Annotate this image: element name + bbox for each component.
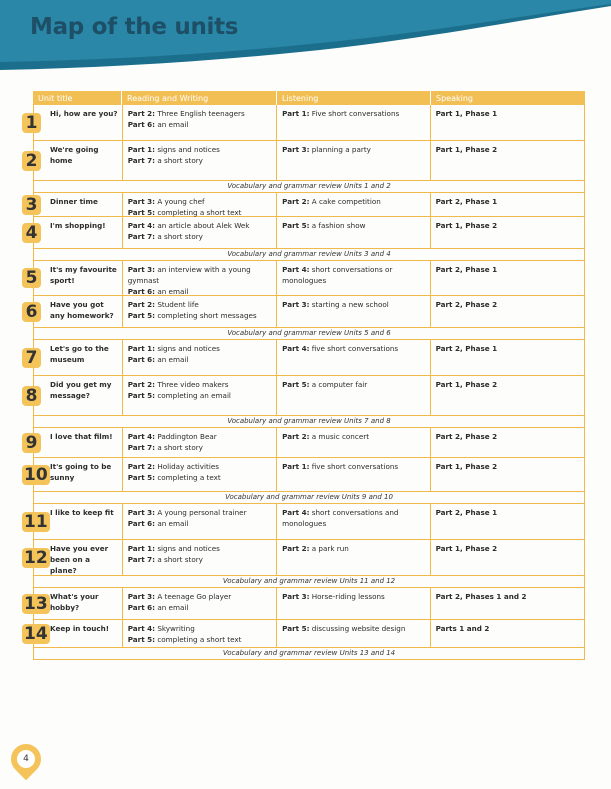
part-label: Part 2:: [127, 462, 156, 471]
unit-title: Keep in touch!: [34, 620, 123, 647]
part-text: a music concert: [309, 432, 370, 441]
unit-title: What's your hobby?: [34, 588, 123, 619]
header-unit-title: Unit title: [33, 91, 122, 105]
part-line: [128, 354, 272, 365]
unit-number: 8: [22, 386, 41, 406]
table-header: [33, 91, 585, 105]
part-text: Skywriting: [155, 624, 195, 633]
reading-writing-cell: [123, 141, 277, 180]
unit-number: 1: [22, 113, 41, 133]
part-text: completing an email: [155, 391, 231, 400]
part-line: [128, 119, 272, 130]
unit-row: [25, 340, 585, 376]
part-text: A young personal trainer: [155, 508, 247, 517]
speaking-cell: Part 2, Phase 1: [435, 344, 498, 353]
part-label: Part 1:: [127, 145, 156, 154]
speaking-cell: Part 1, Phase 2: [435, 145, 498, 154]
part-text: short conversations or monologues: [282, 265, 393, 285]
speaking-cell: Part 1, Phase 2: [435, 380, 498, 389]
part-label: Part 2:: [127, 300, 156, 309]
part-line: [128, 231, 272, 242]
part-label: Part 3:: [127, 265, 156, 274]
part-text: a park run: [309, 544, 349, 553]
part-text: Paddington Bear: [155, 432, 217, 441]
part-label: Part 2:: [127, 109, 156, 118]
part-line: [282, 343, 425, 354]
part-line: [128, 379, 272, 390]
part-line: [128, 264, 272, 286]
part-text: an email: [155, 603, 189, 612]
part-label: Part 1:: [127, 344, 156, 353]
speaking-cell: Part 2, Phase 2: [435, 432, 498, 441]
part-label: Part 4:: [282, 265, 310, 274]
unit-row: [25, 217, 585, 249]
part-text: Three English teenagers: [155, 109, 245, 118]
listening-cell: [277, 296, 430, 327]
speaking-cell: Part 2, Phase 1: [435, 265, 498, 274]
part-line: [128, 299, 272, 310]
unit-title: It's going to be sunny: [34, 458, 123, 491]
part-line: [282, 379, 425, 390]
part-line: [282, 264, 425, 286]
part-line: [128, 591, 272, 602]
review-row: Vocabulary and grammar review Units 3 and 4: [33, 249, 585, 261]
part-line: [128, 634, 272, 645]
part-text: starting a new school: [309, 300, 389, 309]
part-line: [282, 108, 425, 119]
part-label: Part 5:: [282, 380, 310, 389]
part-label: Part 4:: [127, 432, 156, 441]
part-text: a computer fair: [309, 380, 368, 389]
speaking-cell: Part 1, Phase 2: [435, 544, 498, 553]
unit-row: [24, 540, 585, 576]
unit-row: [24, 620, 585, 648]
part-line: [282, 196, 425, 207]
unit-title: I'm shopping!: [34, 217, 123, 248]
part-label: Part 2:: [282, 197, 310, 206]
listening-cell: [277, 504, 430, 539]
part-label: Part 4:: [127, 624, 156, 633]
speaking-cell: Part 2, Phase 1: [435, 508, 498, 517]
unit-title: Dinner time: [34, 193, 123, 216]
review-row: Vocabulary and grammar review Units 5 and 6: [33, 328, 585, 340]
reading-writing-cell: [123, 340, 277, 375]
part-line: [128, 623, 272, 634]
part-label: Part 7:: [127, 443, 156, 452]
unit-number: 14: [24, 623, 48, 644]
part-label: Part 7:: [127, 232, 156, 241]
reading-writing-cell: [123, 376, 277, 415]
speaking-cell: Parts 1 and 2: [435, 624, 490, 633]
reading-writing-cell: [123, 504, 277, 539]
part-line: [128, 310, 272, 321]
part-label: Part 4:: [127, 221, 156, 230]
listening-cell: [277, 193, 430, 216]
part-text: a short story: [155, 443, 203, 452]
unit-row: [25, 376, 585, 416]
part-line: [282, 543, 425, 554]
part-line: [282, 299, 425, 310]
part-label: Part 6:: [127, 287, 156, 296]
part-text: an article about Alek Wek: [155, 221, 250, 230]
part-line: [282, 220, 425, 231]
part-line: [128, 518, 272, 529]
part-line: [128, 554, 272, 565]
part-text: completing a short text: [155, 635, 242, 644]
part-label: Part 3:: [127, 508, 156, 517]
unit-row: [25, 261, 585, 296]
part-text: an email: [155, 120, 189, 129]
part-line: [128, 461, 272, 472]
part-label: Part 5:: [127, 635, 156, 644]
part-label: Part 1:: [282, 462, 310, 471]
listening-cell: [277, 141, 430, 180]
review-row: Vocabulary and grammar review Units 1 and 2: [33, 181, 585, 193]
unit-row: [25, 428, 585, 458]
part-line: [128, 144, 272, 155]
part-label: Part 6:: [127, 355, 156, 364]
reading-writing-cell: [123, 428, 277, 457]
part-label: Part 3:: [127, 197, 156, 206]
part-text: completing a text: [155, 473, 221, 482]
reading-writing-cell: [123, 458, 277, 491]
part-line: [128, 602, 272, 613]
unit-number: 7: [22, 348, 41, 368]
unit-row: [25, 296, 585, 328]
part-label: Part 2:: [282, 432, 310, 441]
unit-row: [24, 504, 585, 540]
part-text: completing short messages: [155, 311, 257, 320]
unit-row: [25, 141, 585, 181]
part-label: Part 2:: [127, 380, 156, 389]
listening-cell: [277, 376, 430, 415]
part-line: [282, 623, 425, 634]
part-line: [282, 507, 425, 529]
unit-number: 11: [24, 511, 48, 532]
part-label: Part 6:: [127, 603, 156, 612]
reading-writing-cell: [123, 588, 277, 619]
unit-number: 9: [22, 433, 41, 453]
part-text: Holiday activities: [155, 462, 220, 471]
listening-cell: [277, 428, 430, 457]
part-text: Five short conversations: [309, 109, 400, 118]
part-label: Part 4:: [282, 344, 310, 353]
review-row: Vocabulary and grammar review Units 9 and 10: [33, 492, 585, 504]
part-label: Part 7:: [127, 555, 156, 564]
speaking-cell: Part 1, Phase 2: [435, 462, 498, 471]
part-line: [128, 507, 272, 518]
part-text: Horse-riding lessons: [309, 592, 385, 601]
reading-writing-cell: [123, 193, 277, 216]
unit-row: [25, 193, 585, 217]
speaking-cell: Part 2, Phase 1: [435, 197, 498, 206]
part-text: planning a party: [309, 145, 371, 154]
review-row: Vocabulary and grammar review Units 11 and 12: [33, 576, 585, 588]
part-text: an email: [155, 287, 189, 296]
speaking-cell: Part 1, Phase 2: [435, 221, 498, 230]
part-line: [128, 543, 272, 554]
listening-cell: [277, 261, 430, 295]
part-label: Part 5:: [127, 208, 156, 217]
reading-writing-cell: [123, 217, 277, 248]
part-text: short conversations and monologues: [282, 508, 399, 528]
unit-number: 12: [24, 547, 48, 568]
unit-number: 6: [22, 302, 41, 322]
part-label: Part 5:: [282, 624, 310, 633]
part-label: Part 5:: [127, 311, 156, 320]
header-reading-writing: Reading and Writing: [122, 91, 277, 105]
unit-number: 4: [22, 223, 41, 243]
part-label: Part 6:: [127, 519, 156, 528]
unit-title: I like to keep fit: [34, 504, 123, 539]
part-line: [282, 591, 425, 602]
unit-number: 3: [22, 195, 41, 215]
part-text: a short story: [155, 156, 203, 165]
part-line: [282, 461, 425, 472]
part-text: signs and notices: [155, 344, 220, 353]
speaking-cell: Part 2, Phases 1 and 2: [435, 592, 527, 601]
part-label: Part 3:: [282, 145, 310, 154]
reading-writing-cell: [123, 105, 277, 140]
part-line: [128, 442, 272, 453]
part-text: Student life: [155, 300, 199, 309]
part-label: Part 2:: [282, 544, 310, 553]
page-title: Map of the units: [30, 14, 239, 40]
unit-row: [24, 588, 585, 620]
page-number: 4: [17, 750, 35, 768]
table-body: [24, 105, 585, 660]
listening-cell: [277, 458, 430, 491]
unit-title: Hi, how are you?: [34, 105, 123, 140]
part-text: signs and notices: [155, 145, 220, 154]
unit-number: 2: [22, 151, 41, 171]
part-text: signs and notices: [155, 544, 220, 553]
part-text: A teenage Go player: [155, 592, 232, 601]
part-label: Part 7:: [127, 156, 156, 165]
part-text: five short conversations: [309, 462, 399, 471]
speaking-cell: Part 1, Phase 1: [435, 109, 498, 118]
part-text: an email: [155, 519, 189, 528]
part-line: [282, 431, 425, 442]
part-text: an interview with a young gymnast: [127, 265, 251, 285]
part-label: Part 3:: [282, 300, 310, 309]
unit-title: We're going home: [34, 141, 123, 180]
part-text: A cake competition: [309, 197, 381, 206]
unit-title: I love that film!: [34, 428, 123, 457]
header-banner: [0, 0, 611, 72]
unit-title: Have you got any homework?: [34, 296, 123, 327]
part-text: A young chef: [155, 197, 205, 206]
reading-writing-cell: [123, 261, 277, 295]
listening-cell: [277, 217, 430, 248]
unit-row: [24, 458, 585, 492]
part-text: a fashion show: [309, 221, 366, 230]
part-text: five short conversations: [309, 344, 399, 353]
speaking-cell: Part 2, Phase 2: [435, 300, 498, 309]
part-text: a short story: [155, 232, 203, 241]
unit-number: 10: [24, 464, 48, 485]
units-table: [24, 91, 585, 660]
review-row: Vocabulary and grammar review Units 7 and 8: [33, 416, 585, 428]
unit-title: It's my favourite sport!: [34, 261, 123, 295]
part-line: [128, 390, 272, 401]
listening-cell: [277, 540, 430, 575]
part-label: Part 5:: [282, 221, 310, 230]
unit-number: 13: [24, 593, 48, 614]
unit-title: Let's go to the museum: [34, 340, 123, 375]
part-label: Part 4:: [282, 508, 310, 517]
part-text: a short story: [155, 555, 203, 564]
unit-title: Have you ever been on a plane?: [34, 540, 123, 575]
review-row: Vocabulary and grammar review Units 13 and 14: [33, 648, 585, 660]
part-label: Part 5:: [127, 391, 156, 400]
part-label: Part 6:: [127, 120, 156, 129]
unit-row: [25, 105, 585, 141]
part-line: [128, 472, 272, 483]
header-listening: Listening: [277, 91, 431, 105]
listening-cell: [277, 340, 430, 375]
header-speaking: Speaking: [436, 94, 473, 103]
listening-cell: [277, 588, 430, 619]
part-line: [128, 343, 272, 354]
listening-cell: [277, 620, 430, 647]
part-label: Part 1:: [127, 544, 156, 553]
part-line: [128, 196, 272, 207]
unit-title: Did you get my message?: [34, 376, 123, 415]
part-text: Three video makers: [155, 380, 229, 389]
reading-writing-cell: [123, 296, 277, 327]
part-text: discussing website design: [309, 624, 406, 633]
part-line: [128, 220, 272, 231]
unit-number: 5: [22, 268, 41, 288]
part-text: completing a short text: [155, 208, 242, 217]
part-label: Part 1:: [282, 109, 310, 118]
reading-writing-cell: [123, 540, 277, 575]
listening-cell: [277, 105, 430, 140]
part-label: Part 3:: [127, 592, 156, 601]
part-line: [128, 155, 272, 166]
part-label: Part 3:: [282, 592, 310, 601]
part-line: [128, 108, 272, 119]
part-line: [282, 144, 425, 155]
part-line: [128, 431, 272, 442]
reading-writing-cell: [123, 620, 277, 647]
part-text: an email: [155, 355, 189, 364]
part-label: Part 5:: [127, 473, 156, 482]
